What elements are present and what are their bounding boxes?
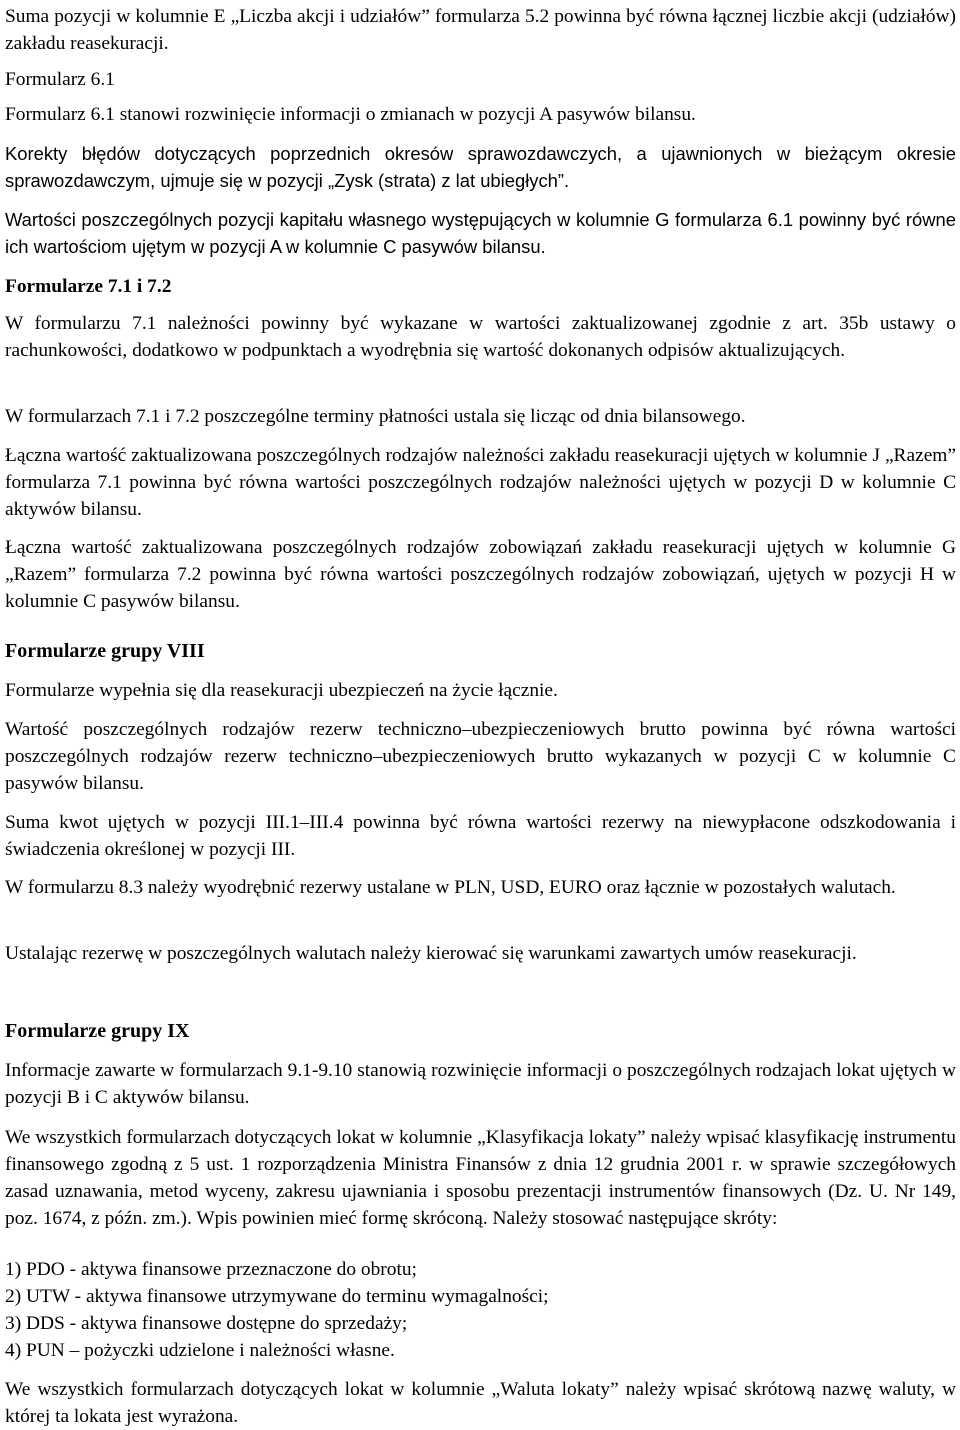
paragraph-investment-classification: We wszystkich formularzach dotyczących lokat w kolumnie „Klasyfikacja lokaty” należy wpisać klasyfikację instrumentu finansowego zgodną z 5 ust. 1 rozporządzenia Ministra Finansów z dnia 12 grudnia 2001 r. w sprawie szczegółowych zasad uznawania, metod wyceny, zakresu ujawniania i sposobu prezentacji instrumentów finansowych (Dz. U. Nr 149, poz. 1674, z późn. zm.). Wpis powinien mieć formę skróconą. Należy stosować następujące skróty: [5, 1127, 956, 1229]
list-item-dds: 3) DDS - aktywa finansowe dostępne do sprzedaży; [5, 1313, 408, 1334]
paragraph-viii-intro: Formularze wypełnia się dla reasekuracji ubezpieczeń na życie łącznie. [5, 680, 558, 701]
paragraph-error-corrections: Korekty błędów dotyczących poprzednich okresów sprawozdawczych, a ujawnionych w bieżącym okresie sprawozdawczym, ujmuje się w pozycji „Zysk (strata) z lat ubiegłych”. [5, 143, 956, 191]
paragraph-7-1-total: Łączna wartość zaktualizowana poszczególnych rodzajów należności zakładu reasekuracji ujętych w kolumnie J „Razem” formularza 7.1 powinna być równa wartości poszczególnych rodzajów należności ujętych w pozycji D w kolumnie C aktywów bilansu. [5, 445, 956, 520]
list-item-pdo: 1) PDO - aktywa finansowe przeznaczone do obrotu; [5, 1259, 417, 1280]
paragraph-currency-reserves: Ustalając rezerwę w poszczególnych walutach należy kierować się warunkami zawartych umów reasekuracji. [5, 943, 857, 964]
paragraph-investment-currency: We wszystkich formularzach dotyczących lokat w kolumnie „Waluta lokaty” należy wpisać skrótową nazwę waluty, w której ta lokata jest wyrażona. [5, 1379, 956, 1427]
heading-group-ix: Formularze grupy IX [5, 1020, 190, 1042]
section-label-6-1: Formularz 6.1 [5, 69, 115, 90]
paragraph-7-1-receivables: W formularzu 7.1 należności powinny być wykazane w wartości zaktualizowanej zgodnie z art. 35b ustawy o rachunkowości, dodatkowo w podpunktach a wyodrębnia się wartość dokonanych odpisów aktualizujących. [5, 313, 956, 361]
paragraph-ix-intro: Informacje zawarte w formularzach 9.1-9.10 stanowią rozwinięcie informacji o poszczególnych rodzajach lokat ujętych w pozycji B i C aktywów bilansu. [5, 1060, 956, 1108]
paragraph-7-2-total: Łączna wartość zaktualizowana poszczególnych rodzajów zobowiązań zakładu reasekuracji ujętych w kolumnie G „Razem” formularza 7.2 powinna być równa wartości poszczególnych rodzajów zobowiązań, ujętych w pozycji H w kolumnie C pasywów bilansu. [5, 537, 956, 612]
list-item-pun: 4) PUN – pożyczki udzielone i należności własne. [5, 1340, 395, 1361]
paragraph-payment-terms: W formularzach 7.1 i 7.2 poszczególne terminy płatności ustala się licząc od dnia bilansowego. [5, 406, 746, 427]
paragraph-6-1-intro: Formularz 6.1 stanowi rozwinięcie informacji o zmianach w pozycji A pasywów bilansu. [5, 104, 696, 125]
paragraph-iii-sum: Suma kwot ujętych w pozycji III.1–III.4 powinna być równa wartości rezerwy na niewypłacone odszkodowania i świadczenia określonej w pozycji III. [5, 812, 956, 860]
section-label-7: Formularze 7.1 i 7.2 [5, 276, 172, 297]
paragraph-8-3-currencies: W formularzu 8.3 należy wyodrębnić rezerwy ustalane w PLN, USD, EURO oraz łącznie w pozostałych walutach. [5, 877, 896, 898]
paragraph-equity-values: Wartości poszczególnych pozycji kapitału własnego występujących w kolumnie G formularza 6.1 powinny być równe ich wartościom ujętym w pozycji A w kolumnie C pasywów bilansu. [5, 209, 956, 257]
paragraph-technical-reserves: Wartość poszczególnych rodzajów rezerw techniczno–ubezpieczeniowych brutto powinna być równa wartości poszczególnych rodzajów rezerw techniczno–ubezpieczeniowych brutto wykazanych w pozycji C w kolumnie C pasywów bilansu. [5, 719, 956, 794]
list-item-utw: 2) UTW - aktywa finansowe utrzymywane do terminu wymagalności; [5, 1286, 549, 1307]
paragraph-5-2-sum: Suma pozycji w kolumnie E „Liczba akcji i udziałów” formularza 5.2 powinna być równa łącznej liczbie akcji (udziałów) zakładu reasekuracji. [5, 6, 956, 54]
heading-group-viii: Formularze grupy VIII [5, 640, 205, 662]
